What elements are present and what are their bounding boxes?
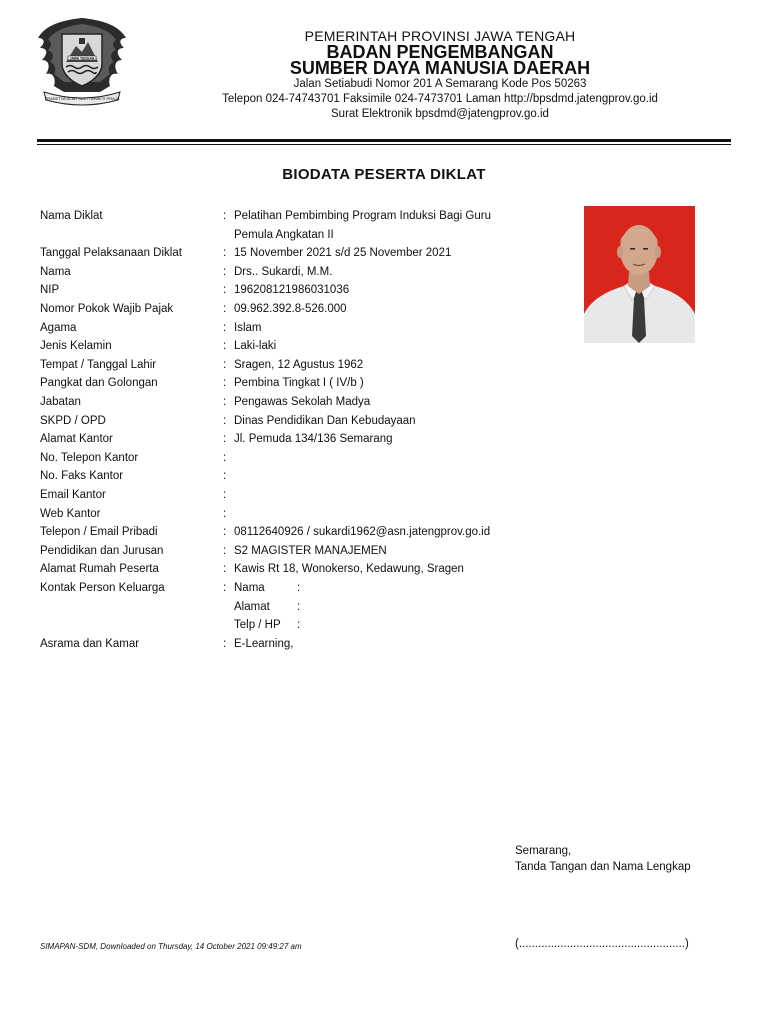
jawa-tengah-coat-of-arms-icon [34, 12, 130, 108]
field-value: Islam [234, 321, 262, 334]
field-label: Telepon / Email Pribadi [40, 526, 158, 539]
field-label: Agama [40, 321, 77, 334]
field-label: Alamat Kantor [40, 433, 113, 446]
field-separator: : [223, 210, 227, 222]
field-label: Jenis Kelamin [40, 340, 112, 353]
field-label: Pangkat dan Golongan [40, 377, 158, 390]
field-value: Drs.. Sukardi, M.M. [234, 265, 333, 278]
field-value: S2 MAGISTER MANAJEMEN [234, 544, 387, 557]
field-separator: : [223, 489, 227, 501]
field-separator: : [223, 265, 227, 278]
field-label: Nama Diklat [40, 210, 103, 222]
document-title: BIODATA PESERTA DIKLAT [282, 166, 486, 183]
field-separator: : [223, 637, 227, 650]
field-separator: : [223, 563, 227, 576]
field-separator: : [223, 582, 227, 594]
contact-sub-separator: : [297, 600, 301, 613]
header-contact: Telepon 024-74743701 Faksimile 024-7473701 Laman http://bpsdmd.jatengprov.go.id [222, 93, 658, 105]
field-separator: : [223, 396, 227, 408]
field-separator: : [223, 358, 227, 371]
field-value: Jl. Pemuda 134/136 Semarang [234, 433, 393, 446]
field-label: SKPD / OPD [40, 414, 106, 427]
contact-sub-label: Nama [234, 582, 265, 594]
contact-sub-separator: : [297, 582, 301, 594]
signature-city: Semarang, [515, 845, 572, 857]
field-value: 09.962.392.8-526.000 [234, 303, 347, 315]
field-separator: : [223, 526, 227, 539]
field-label: Nomor Pokok Wajib Pajak [40, 303, 174, 315]
header-institution-line1: BADAN PENGEMBANGAN [326, 42, 554, 62]
field-label: Tanggal Pelaksanaan Diklat [40, 247, 182, 260]
signature-caption: Tanda Tangan dan Nama Lengkap [515, 861, 691, 873]
field-separator: : [223, 414, 227, 427]
field-label: No. Faks Kantor [40, 470, 124, 483]
field-separator: : [223, 340, 227, 353]
field-value: 196208121986031036 [234, 284, 350, 297]
field-separator: : [223, 247, 227, 260]
field-label: Nama [40, 265, 71, 278]
contact-sub-label: Telp / HP [234, 619, 281, 632]
field-separator: : [223, 433, 227, 446]
field-value: Laki-laki [234, 340, 277, 353]
field-label: No. Telepon Kantor [40, 451, 139, 464]
header-address: Jalan Setiabudi Nomor 201 A Semarang Kode Pos 50263 [293, 78, 587, 90]
field-value: 15 November 2021 s/d 25 November 2021 [234, 247, 452, 260]
field-value: Sragen, 12 Agustus 1962 [234, 358, 364, 371]
field-value: Kawis Rt 18, Wonokerso, Kedawung, Sragen [234, 563, 464, 576]
field-label: NIP [40, 284, 60, 297]
field-separator: : [223, 451, 227, 464]
field-label: Kontak Person Keluarga [40, 582, 165, 594]
field-label: Asrama dan Kamar [40, 637, 140, 650]
field-label: Jabatan [40, 396, 81, 408]
svg-text:JAWA TENGAH: JAWA TENGAH [69, 56, 95, 61]
field-separator: : [223, 507, 227, 520]
svg-text:PRASETYA ULAH SAKTI BHAKTI PRA: PRASETYA ULAH SAKTI BHAKTI PRAJA [44, 96, 120, 101]
header-divider-thin [37, 144, 731, 145]
field-label: Email Kantor [40, 489, 106, 501]
download-footer: SIMAPAN-SDM, Downloaded on Thursday, 14 October 2021 09:49:27 am [40, 942, 302, 951]
field-separator: : [223, 303, 227, 315]
header-divider-thick [37, 139, 731, 142]
field-value: Pelatihan Pembimbing Program Induksi Bagi Guru [234, 210, 491, 222]
participant-photo [584, 206, 695, 343]
field-separator: : [223, 377, 227, 390]
field-separator: : [223, 470, 227, 483]
field-label: Web Kantor [40, 507, 101, 520]
field-separator: : [223, 284, 227, 297]
field-separator: : [223, 321, 227, 334]
field-label: Pendidikan dan Jurusan [40, 544, 164, 557]
contact-sub-separator: : [297, 619, 301, 632]
field-value: 08112640926 / sukardi1962@asn.jatengprov.go.id [234, 526, 491, 539]
field-label: Alamat Rumah Peserta [40, 563, 159, 576]
header-email: Surat Elektronik bpsdmd@jatengprov.go.id [331, 108, 549, 120]
header-institution-line2: SUMBER DAYA MANUSIA DAERAH [289, 58, 591, 78]
signature-placeholder: (....................................................) [515, 938, 689, 950]
field-separator: : [223, 544, 227, 557]
field-value-continued: Pemula Angkatan II [234, 228, 334, 241]
field-label: Tempat / Tanggal Lahir [40, 358, 157, 371]
field-value: E-Learning, [234, 637, 294, 650]
field-value: Pengawas Sekolah Madya [234, 396, 371, 408]
contact-sub-label: Alamat [234, 600, 270, 613]
field-value: Pembina Tingkat I ( IV/b ) [234, 377, 364, 390]
field-value: Dinas Pendidikan Dan Kebudayaan [234, 414, 416, 427]
header-agency-line: PEMERINTAH PROVINSI JAWA TENGAH [304, 28, 576, 44]
